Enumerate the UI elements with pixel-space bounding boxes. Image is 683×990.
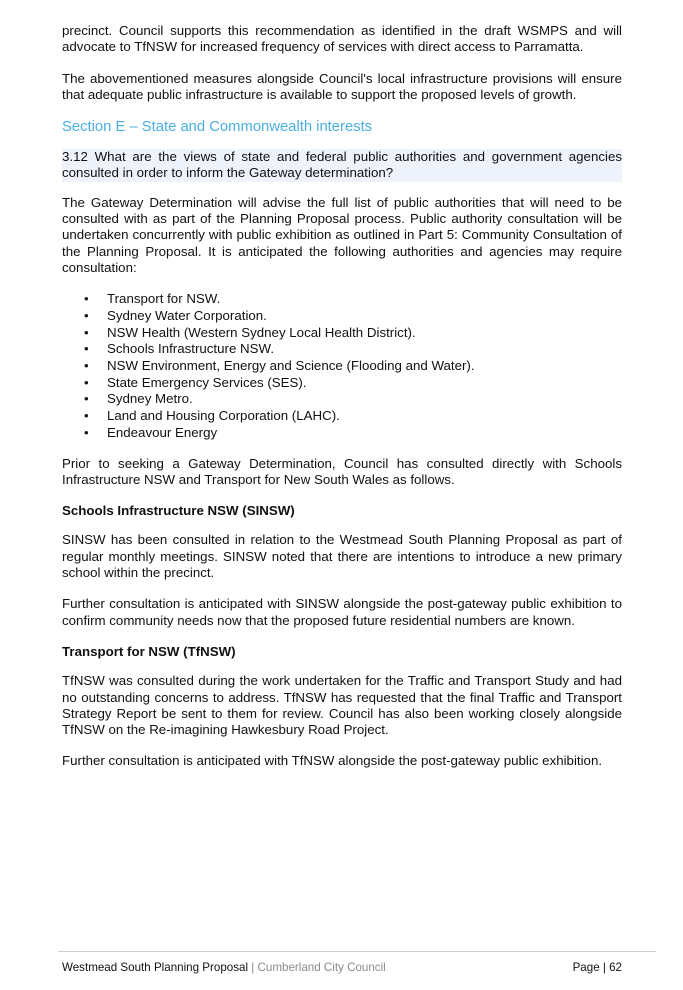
bullet-icon: •: [84, 358, 89, 374]
authorities-list: [62, 291, 622, 441]
bullet-icon: •: [84, 391, 89, 407]
intro-paragraph-1: precinct. Council supports this recommendation as identified in the draft WSMPS and will advocate to TfNSW for increased frequency of services with direct access to Parramatta.: [62, 23, 622, 55]
list-item: • NSW Health (Western Sydney Local Health District).: [84, 324, 416, 340]
bullet-icon: •: [84, 408, 89, 424]
question-3-12: 3.12 What are the views of state and federal public authorities and government agencies consulted in order to inform the Gateway determination?: [62, 149, 622, 181]
bullet-icon: •: [84, 374, 89, 390]
bullet-icon: •: [84, 307, 89, 323]
list-item: • State Emergency Services (SES).: [84, 374, 307, 390]
bullet-icon: •: [84, 324, 89, 340]
list-item: • Schools Infrastructure NSW.: [84, 341, 275, 357]
footer-title: Westmead South Planning Proposal | Cumberland City Council: [62, 961, 386, 974]
page-footer: [62, 961, 622, 975]
list-item: • Transport for NSW.: [84, 291, 221, 307]
sinsw-paragraph-2: Further consultation is anticipated with SINSW alongside the post-gateway public exhibition to confirm community needs now that the proposed future residential numbers are known.: [62, 596, 622, 628]
bullet-icon: •: [84, 341, 89, 357]
tfnsw-paragraph-1: TfNSW was consulted during the work undertaken for the Traffic and Transport Study and had no outstanding concerns to address. TfNSW has requested that the final Traffic and Transport Strategy Report be sent to them for review. Council has also been working closely alongside TfNSW on the Re-imagining Hawkesbury Road Project.: [62, 673, 622, 738]
footer-org: Cumberland City Council: [257, 961, 386, 974]
sinsw-heading: Schools Infrastructure NSW (SINSW): [62, 503, 295, 519]
list-item: • Land and Housing Corporation (LAHC).: [84, 408, 340, 424]
tfnsw-heading: Transport for NSW (TfNSW): [62, 643, 236, 659]
list-item: • NSW Environment, Energy and Science (Flooding and Water).: [84, 358, 475, 374]
footer-divider: [58, 951, 656, 952]
page-number: Page | 62: [572, 961, 622, 974]
list-item: • Sydney Metro.: [84, 391, 193, 407]
sinsw-paragraph-1: SINSW has been consulted in relation to the Westmead South Planning Proposal as part of regular monthly meetings. SINSW noted that there are intentions to introduce a new primary school within the precinct.: [62, 532, 622, 581]
gateway-paragraph: The Gateway Determination will advise the full list of public authorities that will need to be consulted with as part of the Planning Proposal process. Public authority consultation will be undertaken concurrently with public exhibition as outlined in Part 5: Community Consultation of the Planning Proposal. It is anticipated the following authorities and agencies may require consultation:: [62, 194, 622, 275]
list-item: • Endeavour Energy: [84, 424, 218, 440]
tfnsw-paragraph-2: Further consultation is anticipated with TfNSW alongside the post-gateway public exhibition.: [62, 753, 603, 769]
bullet-icon: •: [84, 424, 89, 440]
section-heading: Section E – State and Commonwealth interests: [62, 119, 373, 136]
document-body: [62, 23, 622, 785]
bullet-icon: •: [84, 291, 89, 307]
prior-consultation-paragraph: Prior to seeking a Gateway Determination, Council has consulted directly with Schools Infrastructure NSW and Transport for New South Wales as follows.: [62, 455, 622, 487]
list-item: • Sydney Water Corporation.: [84, 307, 267, 323]
intro-paragraph-2: The abovementioned measures alongside Council's local infrastructure provisions will ensure that adequate public infrastructure is available to support the proposed levels of growth.: [62, 70, 622, 102]
